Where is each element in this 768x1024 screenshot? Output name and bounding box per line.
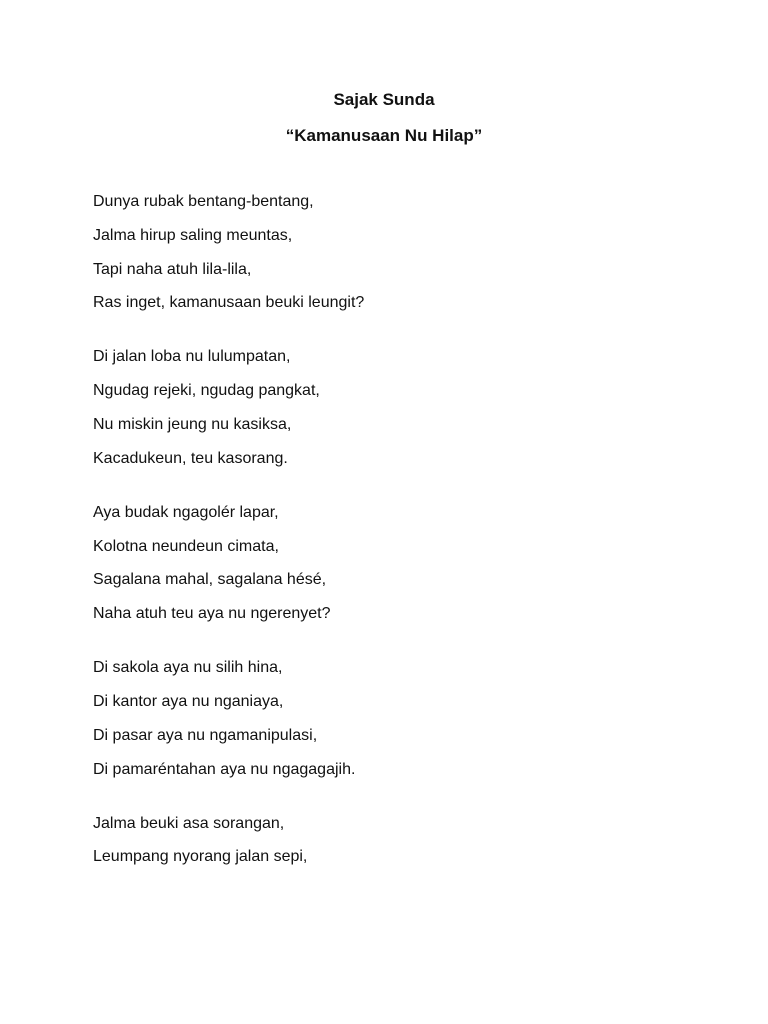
poem-line: Kolotna neundeun cimata, [93,537,279,555]
poem-line: Tapi naha atuh lila-lila, [93,260,252,278]
stanza-1 [93,192,713,313]
poem-line: Di pamaréntahan aya nu ngagagajih. [93,760,356,778]
poem-line: Dunya rubak bentang-bentang, [93,193,314,210]
poem-title: Sajak Sunda [333,90,435,109]
poem-line: Aya budak ngagolér lapar, [93,503,279,521]
poem-line: Di pasar aya nu ngamanipulasi, [93,726,318,744]
poem-line: Naha atuh teu aya nu ngerenyet? [93,605,331,623]
poem-line: Di sakola aya nu silih hina, [93,659,283,677]
poem-line: Di jalan loba nu lulumpatan, [93,348,291,366]
stanza-2 [93,347,713,468]
stanza-5 [93,814,713,868]
poem-line: Jalma beuki asa sorangan, [93,814,285,832]
poem-line: Ras inget, kamanusaan beuki leungit? [93,294,365,312]
poem-subtitle: “Kamanusaan Nu Hilap” [285,126,483,145]
stanza-4 [93,658,713,779]
stanza-3 [93,503,713,624]
poem-line: Nu miskin jeung nu kasiksa, [93,415,292,433]
poem-line: Jalma hirup saling meuntas, [93,226,293,244]
poem-line: Di kantor aya nu nganiaya, [93,692,284,710]
poem-body [93,192,713,901]
poem-line: Leumpang nyorang jalan sepi, [93,848,308,866]
poem-line: Kacadukeun, teu kasorang. [93,449,288,467]
poem-line: Sagalana mahal, sagalana hésé, [93,571,327,589]
poem-line: Ngudag rejeki, ngudag pangkat, [93,382,320,400]
